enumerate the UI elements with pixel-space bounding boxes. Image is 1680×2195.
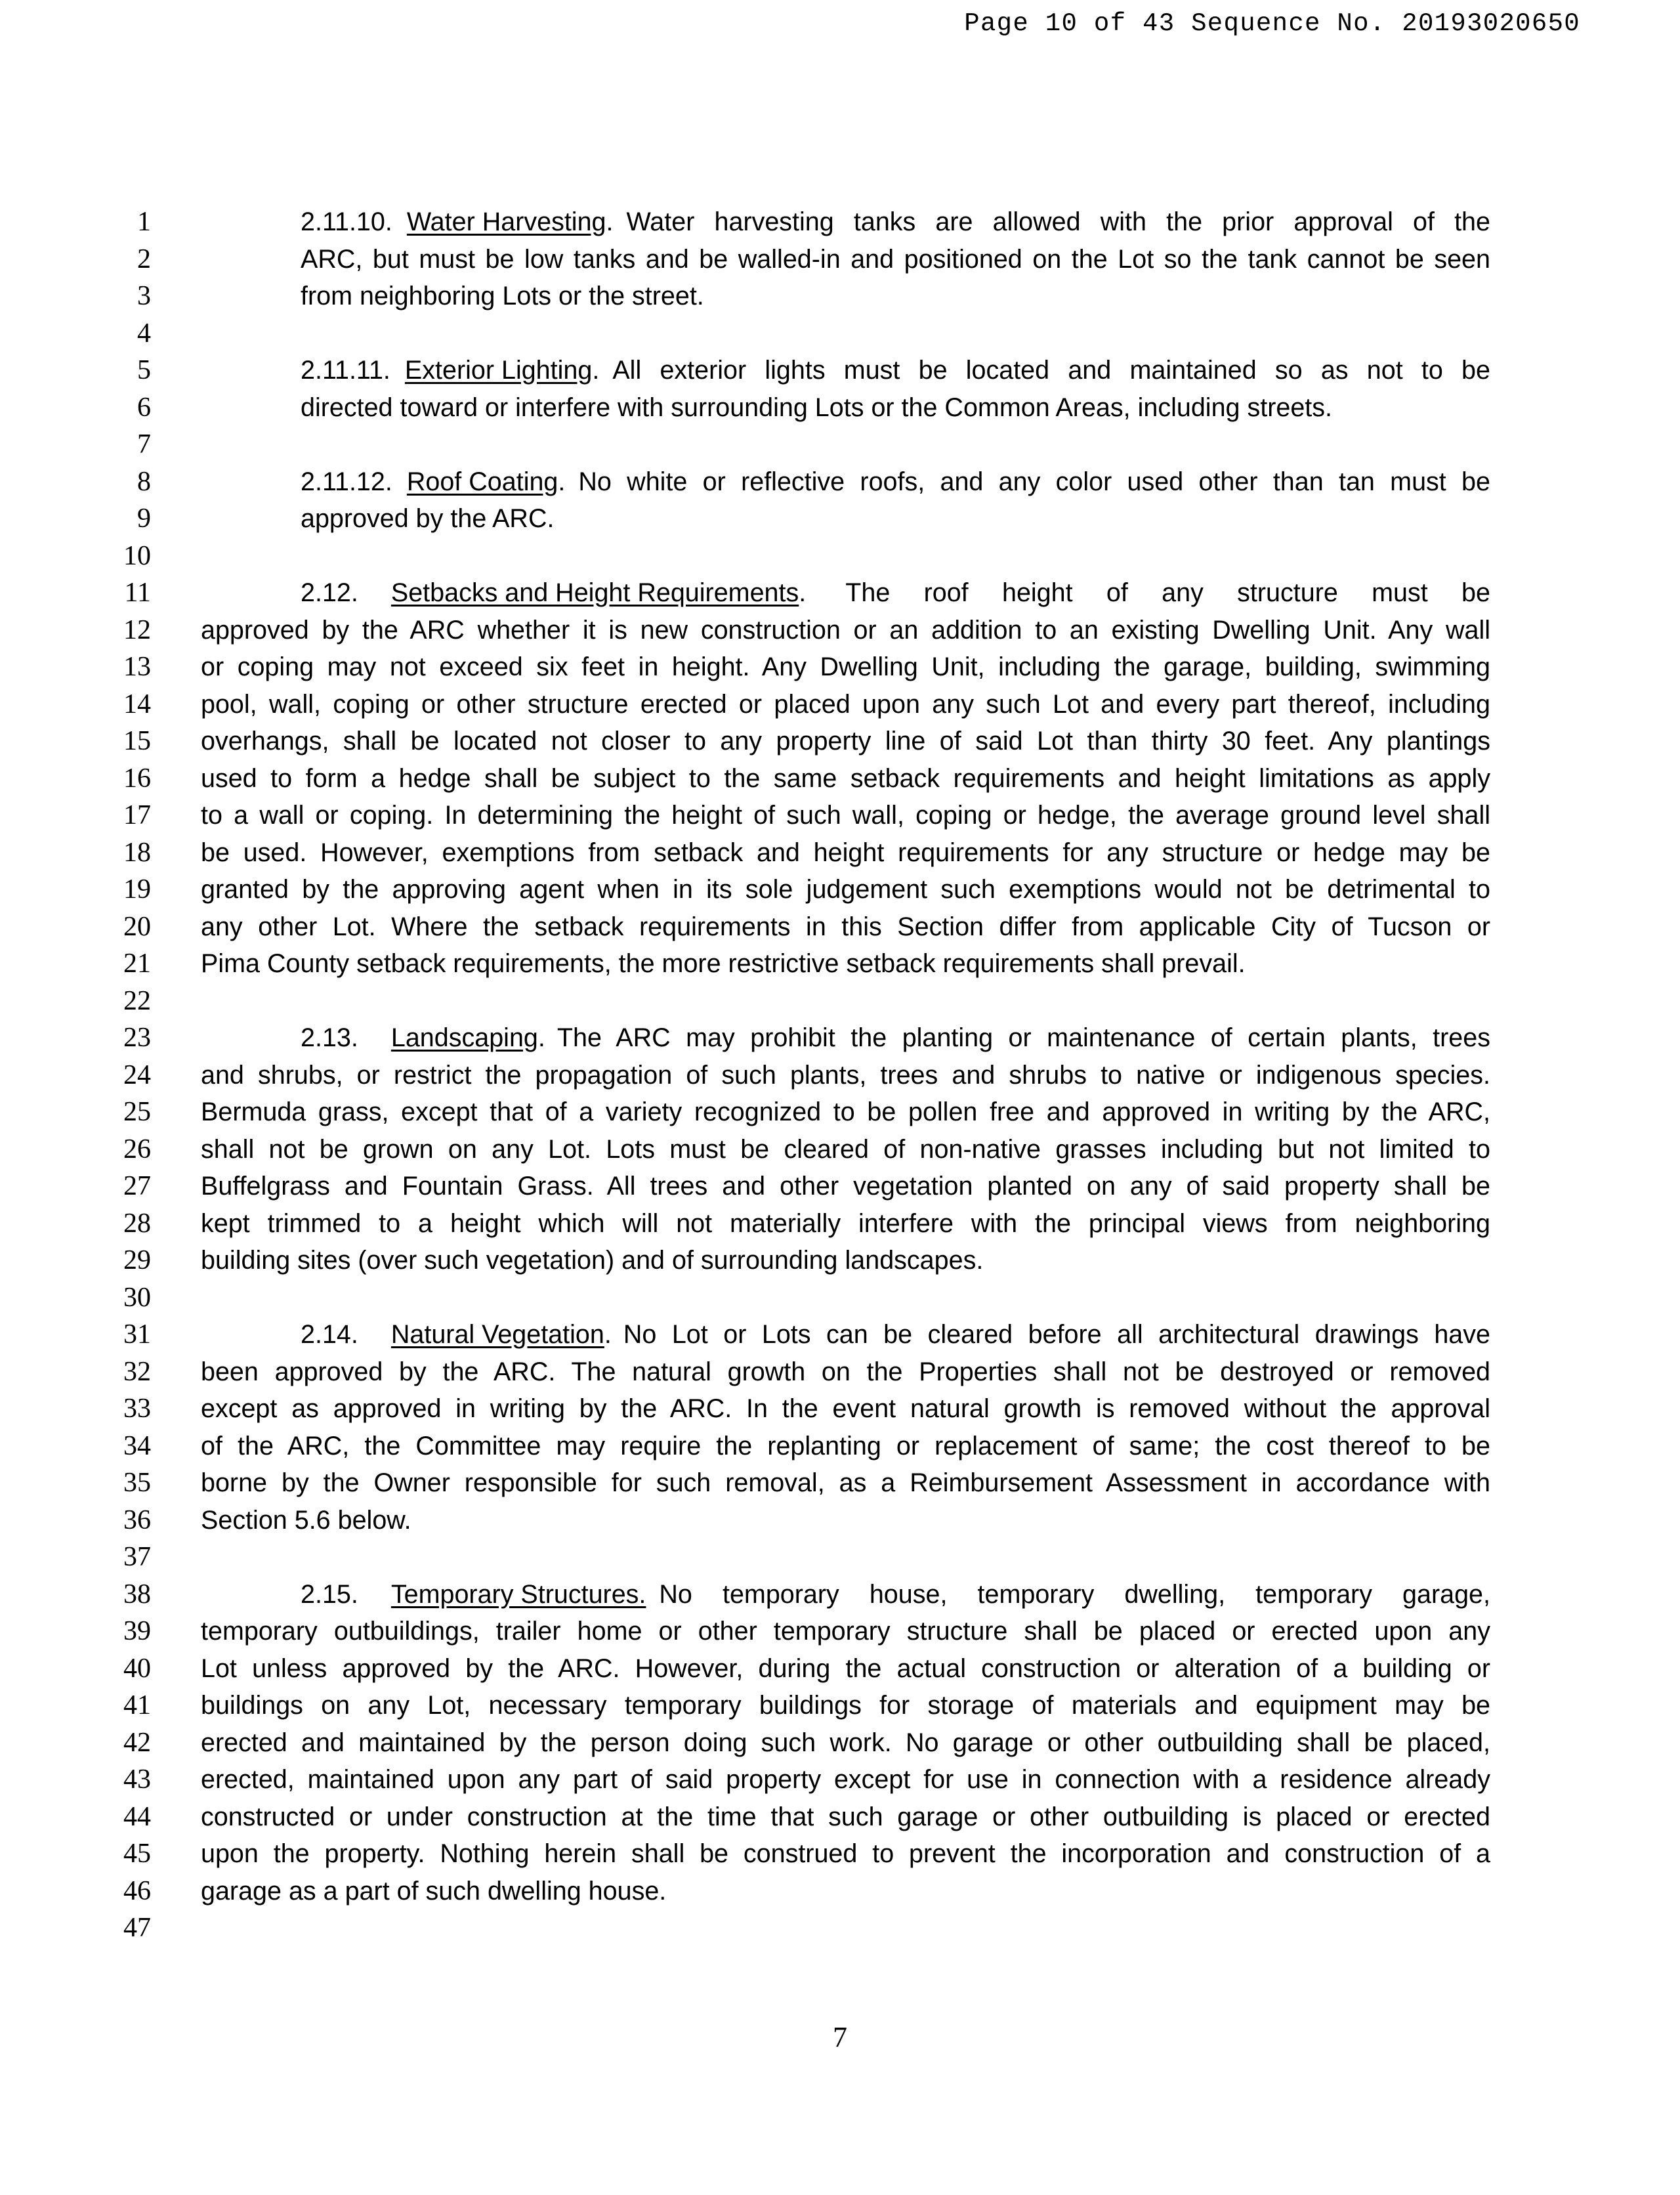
line-number: 15 [123,726,151,756]
text-line: ARC, but must be low tanks and be walled-in and positioned on the Lot so the tank cannot be seen [301,244,1490,274]
line-number: 19 [123,874,151,905]
line-number: 29 [123,1245,151,1275]
line-number: 36 [123,1504,151,1535]
text-line: or coping may not exceed six feet in height. Any Dwelling Unit, including the garage, building, swimming [201,652,1490,681]
line-number: 46 [123,1875,151,1906]
section-text: The roof height of any structure must be [845,578,1490,607]
line-number: 5 [137,355,151,385]
line-number: 16 [123,763,151,794]
line-number: 32 [123,1356,151,1387]
line-number: 23 [123,1023,151,1053]
text-line [301,1576,1490,1613]
text-line: been approved by the ARC. The natural growth on the Properties shall not be destroyed or removed [201,1357,1490,1386]
section-number: 2.11.12. [301,467,392,496]
text-line: building sites (over such vegetation) and of surrounding landscapes. [201,1246,984,1275]
line-number: 37 [123,1542,151,1572]
line-number: 9 [137,503,151,534]
section-heading: Natural Vegetation. [390,1320,612,1349]
text-line [301,352,1490,389]
section-heading: Exterior Lighting. [404,356,600,385]
text-line: constructed or under construction at the time that such garage or other outbuilding is placed or erected [201,1802,1490,1831]
line-number: 13 [123,652,151,682]
line-number: 22 [123,985,151,1016]
section-number: 2.13. [301,1023,358,1052]
line-number: 14 [123,689,151,719]
line-number: 35 [123,1468,151,1498]
line-number: 1 [137,207,151,237]
line-number: 4 [137,318,151,349]
line-number: 17 [123,800,151,830]
text-line [301,203,1490,240]
text-line [301,463,1490,500]
section-text: Water harvesting tanks are allowed with the prior approval of the [626,207,1490,236]
line-number: 24 [123,1059,151,1090]
line-number: 21 [123,948,151,979]
text-line: directed toward or interfere with surrounding Lots or the Common Areas, including streets. [301,393,1332,422]
section-number: 2.14. [301,1320,358,1349]
line-number: 8 [137,466,151,497]
line-number: 44 [123,1801,151,1832]
text-line [301,1019,1490,1056]
line-number: 39 [123,1616,151,1646]
line-number: 11 [124,578,151,608]
line-number: 31 [123,1319,151,1350]
line-number: 27 [123,1171,151,1201]
text-line: and shrubs, or restrict the propagation of such plants, trees and shrubs to native or indigenous species. [201,1060,1490,1090]
section-text: No white or reflective roofs, and any color used other than tan must be [578,467,1490,496]
text-line: buildings on any Lot, necessary temporary buildings for storage of materials and equipment may be [201,1691,1490,1720]
section-text: The ARC may prohibit the planting or maintenance of certain plants, trees [556,1023,1490,1052]
text-line: erected, maintained upon any part of said property except for use in connection with a residence already [201,1765,1490,1794]
text-line: Buffelgrass and Fountain Grass. All trees and other vegetation planted on any of said property shall be [201,1172,1490,1201]
text-line: of the ARC, the Committee may require the replanting or replacement of same; the cost thereof to be [201,1431,1490,1460]
page-sequence-header: Page 10 of 43 Sequence No. 20193020650 [964,9,1580,38]
page-number: 7 [833,2021,847,2053]
line-number: 28 [123,1208,151,1239]
section-text: No Lot or Lots can be cleared before all architectural drawings have [623,1320,1490,1349]
text-line: upon the property. Nothing herein shall be construed to prevent the incorporation and construction of a [201,1839,1490,1868]
text-line: approved by the ARC. [301,504,555,533]
line-number: 40 [123,1653,151,1684]
text-line: pool, wall, coping or other structure erected or placed upon any such Lot and every part thereof, including [201,689,1490,719]
line-number: 47 [123,1913,151,1943]
section-heading: Water Harvesting. [406,207,614,236]
text-line: Pima County setback requirements, the more restrictive setback requirements shall prevail. [201,949,1246,978]
line-number: 20 [123,911,151,942]
line-number: 38 [123,1579,151,1609]
text-line: kept trimmed to a height which will not materially interfere with the principal views from neighboring [201,1208,1490,1238]
text-line: approved by the ARC whether it is new construction or an addition to an existing Dwelling Unit. Any wall [201,615,1490,645]
line-number: 42 [123,1727,151,1758]
text-line: granted by the approving agent when in its sole judgement such exemptions would not be detrimental to [201,875,1490,904]
text-line: borne by the Owner responsible for such removal, as a Reimbursement Assessment in accordance with [201,1468,1490,1497]
line-number: 25 [123,1097,151,1127]
line-number: 7 [137,429,151,459]
section-text: No temporary house, temporary dwelling, temporary garage, [659,1579,1490,1609]
text-line: Section 5.6 below. [201,1505,411,1535]
text-line: Lot unless approved by the ARC. However, during the actual construction or alteration of a building or [201,1653,1490,1683]
text-line: to a wall or coping. In determining the height of such wall, coping or hedge, the average ground level shall [201,801,1490,830]
text-line [301,574,1490,611]
section-number: 2.15. [301,1579,358,1609]
line-number: 33 [123,1394,151,1424]
line-number: 2 [137,244,151,274]
section-number: 2.12. [301,578,358,607]
line-number: 26 [123,1134,151,1164]
section-heading: Roof Coating. [406,467,566,496]
text-line: overhangs, shall be located not closer to any property line of said Lot than thirty 30 feet. Any plantings [201,727,1490,756]
line-number: 45 [123,1839,151,1869]
section-heading: Temporary Structures. [390,1579,646,1609]
text-line: any other Lot. Where the setback requirements in this Section differ from applicable City of Tucson or [201,912,1490,941]
section-text: All exterior lights must be located and maintained so as not to be [612,356,1490,385]
line-number: 6 [137,392,151,423]
text-line: be used. However, exemptions from setback and height requirements for any structure or hedge may be [201,838,1490,867]
text-line: used to form a hedge shall be subject to the same setback requirements and height limitations as apply [201,763,1490,793]
line-number: 43 [123,1764,151,1795]
section-number: 2.11.10. [301,207,392,236]
line-number: 10 [123,540,151,571]
section-number: 2.11.11. [301,356,390,385]
text-line: shall not be grown on any Lot. Lots must be cleared of non-native grasses including but not limited to [201,1134,1490,1164]
text-line: Bermuda grass, except that of a variety recognized to be pollen free and approved in writing by the ARC, [201,1098,1490,1126]
line-number: 30 [123,1282,151,1313]
text-line: from neighboring Lots or the street. [301,282,704,310]
line-number: 41 [123,1690,151,1720]
section-heading: Setbacks and Height Requirements. [390,578,807,607]
text-line [301,1316,1490,1353]
line-number: 18 [123,837,151,868]
text-line: except as approved in writing by the ARC. In the event natural growth is removed without the approval [201,1394,1490,1423]
text-line: erected and maintained by the person doing such work. No garage or other outbuilding shall be placed, [201,1728,1490,1757]
line-number: 3 [137,281,151,311]
section-heading: Landscaping. [390,1023,545,1052]
text-line: temporary outbuildings, trailer home or other temporary structure shall be placed or erected upon any [201,1617,1490,1646]
text-line: garage as a part of such dwelling house. [201,1876,667,1906]
line-number: 12 [123,614,151,645]
line-number: 34 [123,1430,151,1461]
